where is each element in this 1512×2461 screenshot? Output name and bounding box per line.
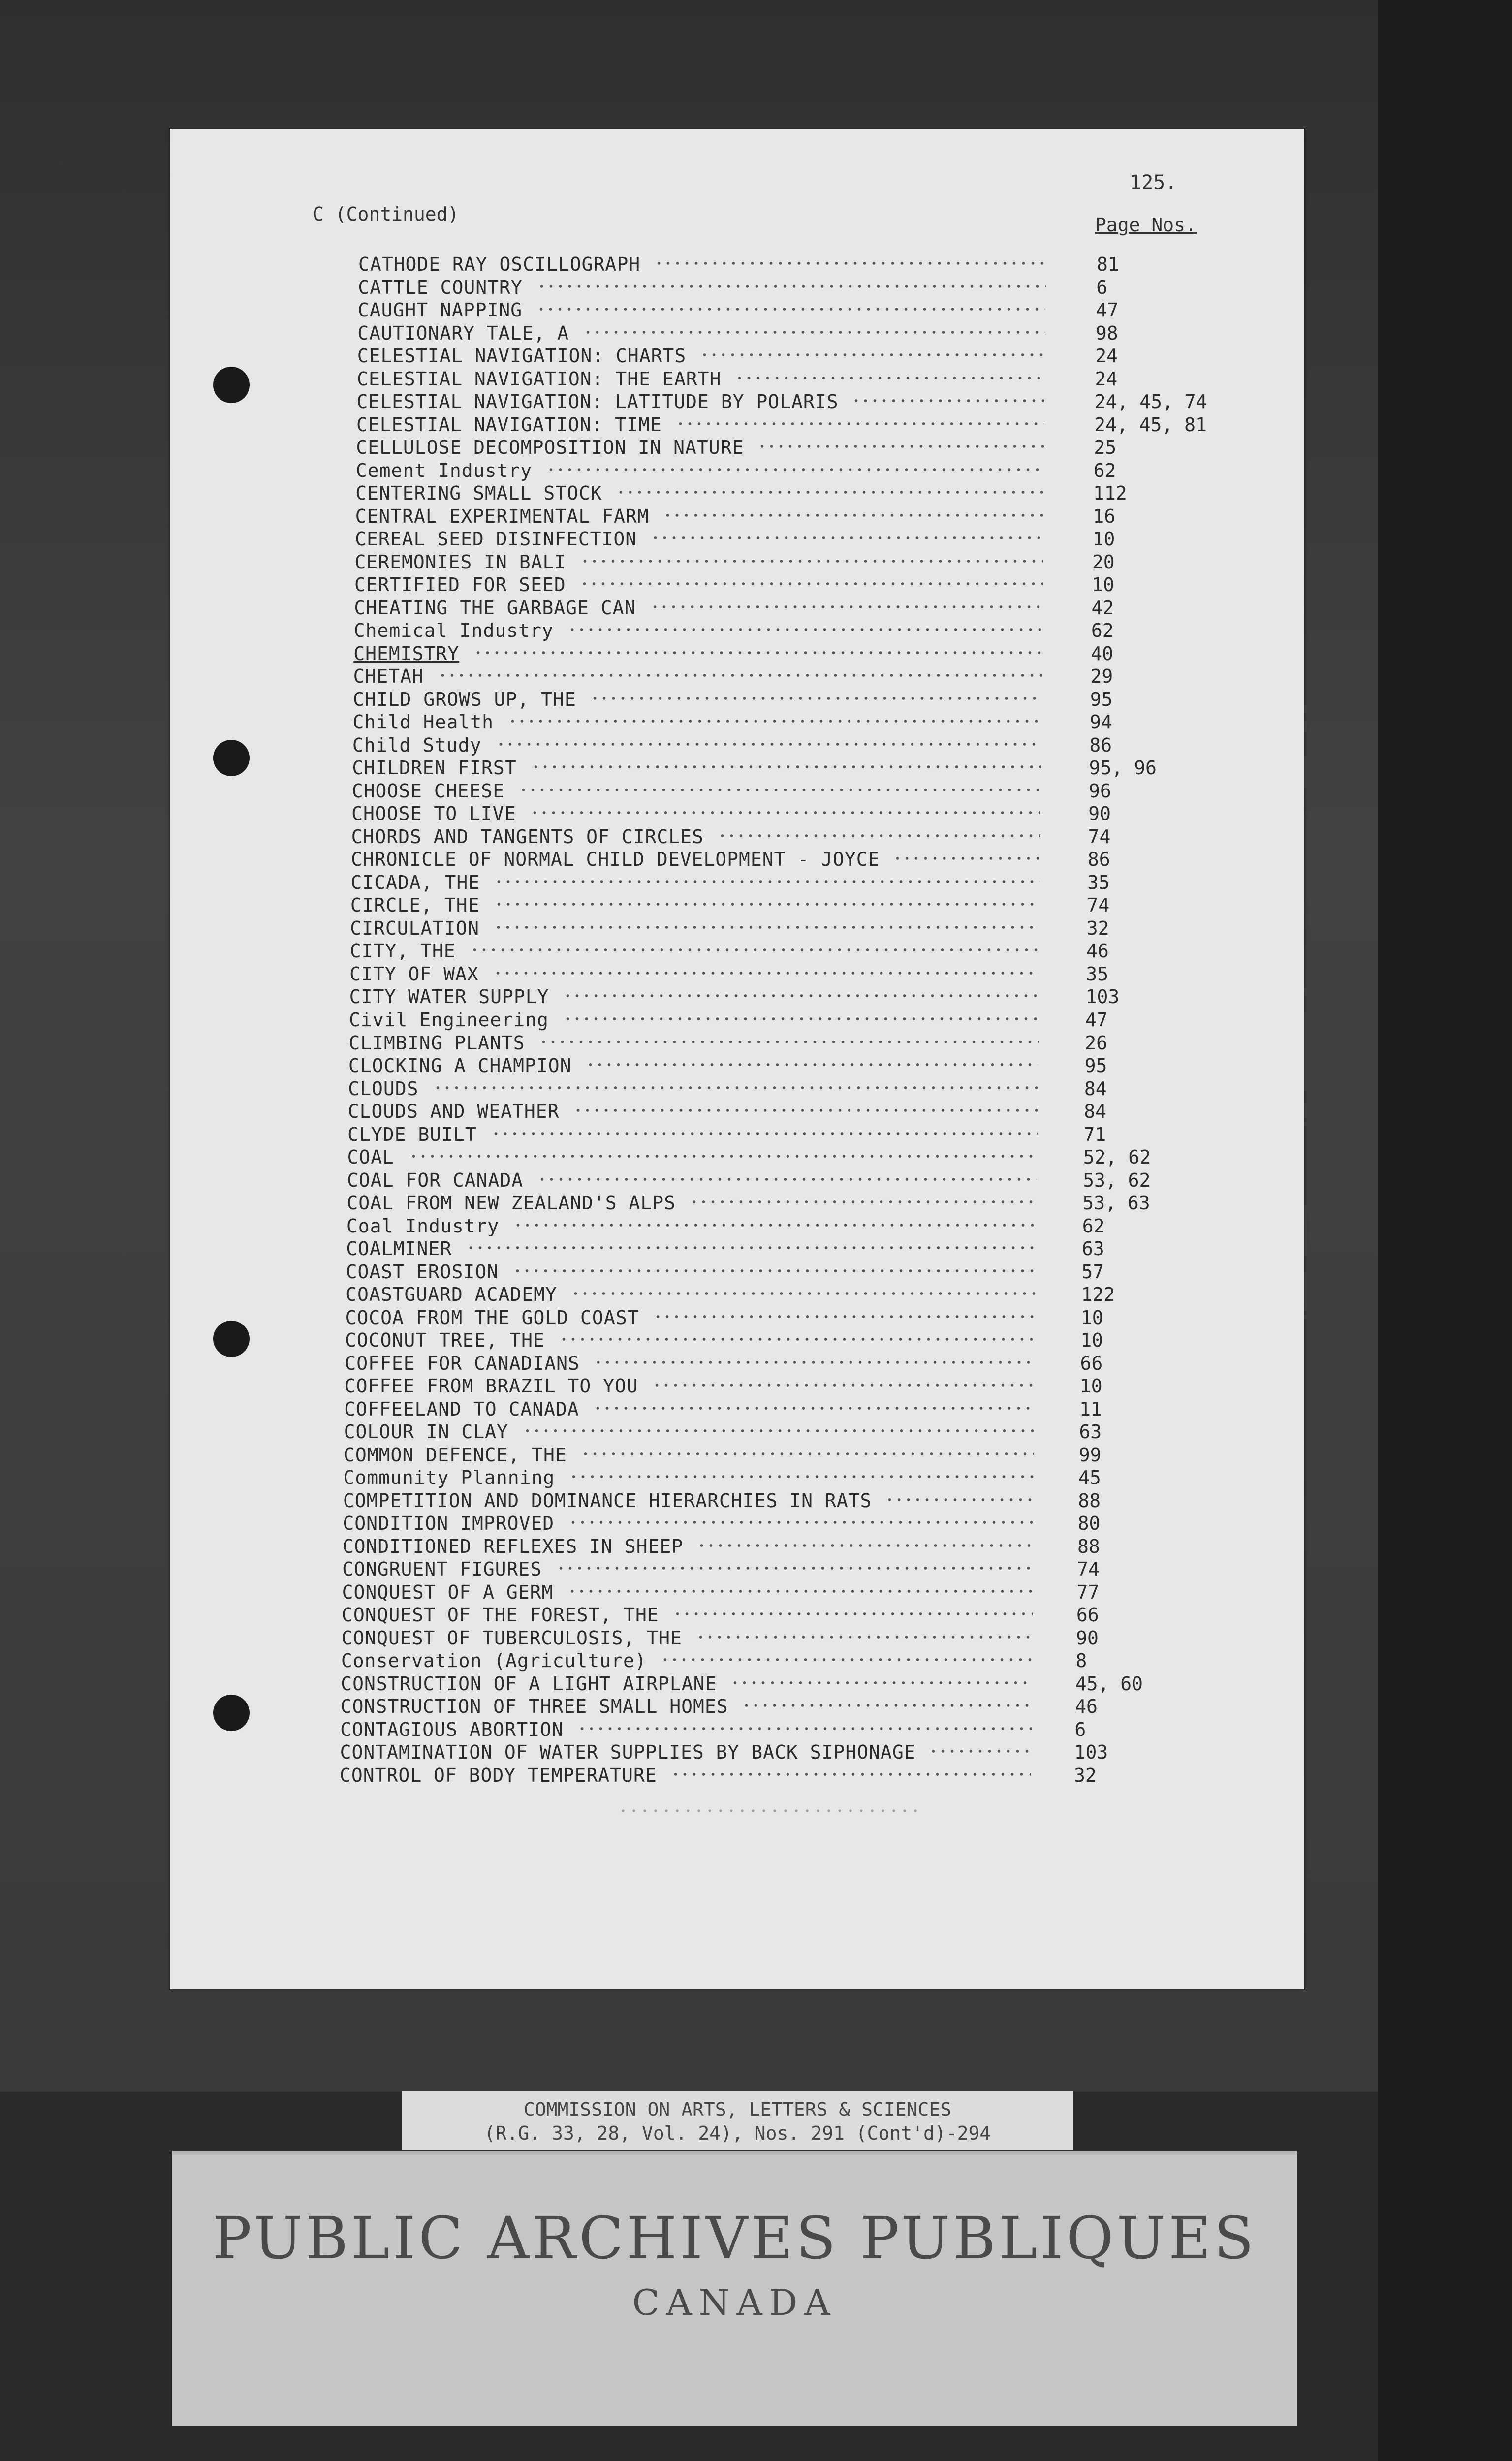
entry-page-numbers: 10	[1080, 1306, 1103, 1328]
entry-title: COALMINER	[346, 1238, 452, 1260]
index-entry	[345, 1353, 1228, 1375]
entry-page-numbers: 11	[1079, 1398, 1102, 1420]
index-entry	[340, 1741, 1222, 1764]
entry-page-numbers: 95	[1084, 1055, 1107, 1077]
entry-page-numbers: 74	[1077, 1558, 1100, 1580]
entry-title: CONQUEST OF THE FOREST, THE	[342, 1604, 659, 1626]
index-entry	[353, 643, 1238, 665]
entry-title: CELESTIAL NAVIGATION: LATITUDE BY POLARIS	[356, 391, 839, 413]
entry-page-numbers: 66	[1080, 1352, 1103, 1374]
entry-title: CEREMONIES IN BALI	[354, 551, 567, 573]
entry-title: COASTGUARD ACADEMY	[346, 1284, 557, 1306]
index-entry	[355, 482, 1241, 505]
dot-leader	[593, 1406, 1035, 1410]
entry-title: COCOA FROM THE GOLD COAST	[345, 1306, 639, 1328]
entry-page-numbers: 62	[1093, 459, 1116, 481]
dot-leader	[567, 1589, 1033, 1593]
entry-page-numbers: 53, 62	[1083, 1169, 1151, 1191]
index-entry	[345, 1375, 1228, 1398]
dot-leader	[569, 1475, 1034, 1479]
entry-title: CONQUEST OF TUBERCULOSIS, THE	[341, 1627, 682, 1649]
index-entry	[349, 986, 1233, 1009]
dot-leader	[546, 468, 1044, 472]
entry-page-numbers: 94	[1090, 711, 1112, 733]
dot-leader	[537, 1177, 1037, 1181]
entry-page-numbers: 90	[1076, 1627, 1099, 1649]
dot-leader	[697, 1544, 1034, 1547]
entry-title: COCONUT TREE, THE	[345, 1329, 545, 1352]
dot-leader	[573, 1108, 1038, 1112]
entry-title: COAL FROM NEW ZEALAND'S ALPS	[346, 1192, 676, 1214]
dot-leader	[473, 651, 1042, 655]
entry-page-numbers: 122	[1081, 1284, 1115, 1306]
dot-leader	[494, 880, 1040, 883]
entry-page-numbers: 45	[1078, 1467, 1101, 1489]
entry-title: CELLULOSE DECOMPOSITION IN NATURE	[356, 437, 744, 459]
dot-leader	[537, 284, 1046, 288]
entry-title: CEREAL SEED DISINFECTION	[355, 528, 637, 550]
entry-title: Civil Engineering	[349, 1009, 549, 1031]
dot-leader	[409, 1154, 1038, 1158]
entry-page-numbers: 63	[1079, 1421, 1102, 1443]
dot-leader	[559, 1337, 1036, 1341]
dot-leader	[757, 444, 1044, 448]
index-entry	[353, 689, 1238, 711]
dot-leader	[466, 1246, 1036, 1250]
index-entry	[350, 872, 1235, 894]
dot-leader	[730, 1681, 1032, 1685]
index-entry	[356, 460, 1241, 482]
entry-title: Chemical Industry	[353, 620, 554, 642]
label-line-1: COMMISSION ON ARTS, LETTERS & SCIENCES	[523, 2099, 952, 2120]
entry-page-numbers: 29	[1090, 665, 1113, 688]
entry-title: Cement Industry	[355, 459, 532, 481]
entry-title: CELESTIAL NAVIGATION: TIME	[356, 413, 662, 436]
entry-title: COLOUR IN CLAY	[344, 1421, 508, 1443]
dot-leader	[580, 582, 1042, 586]
entry-page-numbers: 77	[1076, 1581, 1100, 1603]
entry-title: CAUTIONARY TALE, A	[357, 322, 569, 344]
dot-leader	[671, 1772, 1031, 1776]
dot-leader	[580, 559, 1043, 563]
dot-leader	[586, 1063, 1038, 1067]
index-entry	[354, 620, 1239, 642]
index-entry	[347, 1124, 1231, 1146]
index-entry	[358, 253, 1244, 276]
entry-page-numbers: 63	[1082, 1238, 1104, 1260]
entry-title: CHOOSE TO LIVE	[351, 803, 516, 825]
entry-page-numbers: 88	[1078, 1489, 1101, 1512]
entry-title: CONTAMINATION OF WATER SUPPLIES BY BACK SIPHONAGE	[340, 1741, 916, 1764]
dot-leader	[519, 788, 1040, 792]
entry-title: CELESTIAL NAVIGATION: CHARTS	[357, 345, 687, 367]
entry-page-numbers: 10	[1079, 1375, 1102, 1397]
index-entry	[350, 917, 1234, 940]
index-entry	[343, 1467, 1226, 1489]
dot-leader	[673, 1612, 1033, 1616]
entry-title: CHILDREN FIRST	[352, 757, 517, 779]
entry-page-numbers: 74	[1087, 894, 1110, 916]
entry-page-numbers: 16	[1093, 505, 1116, 527]
index-entry	[350, 940, 1234, 963]
entry-title: Conservation (Agriculture)	[341, 1650, 647, 1672]
entry-title: CONTROL OF BODY TEMPERATURE	[340, 1765, 657, 1786]
entry-page-numbers: 26	[1085, 1032, 1108, 1054]
index-entry	[344, 1398, 1227, 1421]
index-entry	[341, 1673, 1223, 1696]
index-entry	[351, 849, 1235, 871]
dot-leader	[616, 490, 1043, 494]
index-entry	[357, 345, 1243, 368]
entry-page-numbers: 84	[1084, 1077, 1107, 1100]
entry-page-numbers: 71	[1083, 1123, 1106, 1145]
entry-title: Community Planning	[343, 1467, 555, 1489]
entry-title: CLOCKING A CHAMPION	[348, 1055, 572, 1077]
entry-title: CELESTIAL NAVIGATION: THE EARTH	[357, 368, 722, 390]
entry-page-numbers: 35	[1087, 871, 1110, 893]
index-entry	[344, 1421, 1227, 1444]
entry-title: CATTLE COUNTRY	[358, 276, 523, 298]
index-entry	[353, 665, 1238, 688]
dot-leader	[556, 1566, 1033, 1570]
entry-page-numbers: 53, 63	[1082, 1192, 1150, 1214]
entry-title: COFFEE FROM BRAZIL TO YOU	[344, 1375, 638, 1397]
entry-title: COAL	[347, 1146, 395, 1168]
index-entry	[356, 437, 1241, 459]
entry-page-numbers: 80	[1077, 1513, 1101, 1535]
entry-title: CHILD GROWS UP, THE	[353, 688, 576, 710]
dot-leader	[718, 834, 1040, 838]
entry-page-numbers: 90	[1088, 803, 1111, 825]
dot-leader	[663, 513, 1043, 517]
index-entry	[351, 826, 1236, 849]
index-entry	[352, 734, 1237, 757]
entry-title: CITY OF WAX	[349, 963, 479, 985]
dot-leader	[531, 765, 1041, 769]
dot-leader	[652, 1383, 1035, 1387]
index-entry	[357, 322, 1243, 345]
entry-page-numbers: 57	[1081, 1261, 1104, 1283]
entry-page-numbers: 10	[1092, 528, 1115, 550]
dot-leader	[536, 307, 1045, 311]
index-entry	[342, 1558, 1225, 1581]
dot-leader	[893, 856, 1040, 860]
entry-page-numbers: 40	[1091, 642, 1113, 664]
dot-leader	[513, 1269, 1036, 1273]
dot-leader	[508, 719, 1041, 723]
dot-leader	[700, 353, 1045, 357]
index-entry	[355, 551, 1240, 574]
index-entry	[346, 1261, 1229, 1284]
entry-title: CHRONICLE OF NORMAL CHILD DEVELOPMENT - JOYCE	[351, 849, 880, 871]
stamp-country: CANADA	[632, 2282, 837, 2323]
index-entry	[354, 597, 1239, 620]
entry-page-numbers: 86	[1087, 849, 1110, 871]
entry-title: COMPETITION AND DOMINANCE HIERARCHIES IN RATS	[343, 1489, 872, 1512]
dot-leader	[433, 1086, 1038, 1090]
dot-leader	[530, 811, 1040, 815]
index-entry	[341, 1650, 1224, 1672]
entry-title: CLOUDS	[348, 1077, 419, 1100]
entry-page-numbers: 74	[1088, 825, 1111, 848]
entry-title: COAL FOR CANADA	[346, 1169, 524, 1191]
entry-page-numbers: 95	[1090, 688, 1113, 710]
dot-leader	[590, 696, 1041, 700]
entry-page-numbers: 98	[1095, 322, 1118, 344]
entry-title: CATHODE RAY OSCILLOGRAPH	[358, 253, 641, 275]
dot-leader	[470, 948, 1039, 952]
entry-title: CONSTRUCTION OF A LIGHT AIRPLANE	[341, 1672, 717, 1695]
entry-page-numbers: 8	[1075, 1650, 1087, 1672]
index-entry	[349, 963, 1233, 986]
dot-leader	[494, 925, 1040, 929]
label-line-2: (R.G. 33, 28, Vol. 24), Nos. 291 (Cont'd)-294	[484, 2122, 991, 2144]
entry-page-numbers: 45, 60	[1075, 1672, 1143, 1695]
dot-leader	[885, 1498, 1034, 1502]
index-entry	[343, 1536, 1225, 1558]
entry-title: CLOUDS AND WEATHER	[347, 1101, 560, 1123]
entry-title: Coal Industry	[346, 1215, 500, 1237]
index-entry	[357, 391, 1242, 413]
entry-page-numbers: 24	[1095, 345, 1118, 367]
entry-title: CHEATING THE GARBAGE CAN	[354, 597, 636, 619]
page-numbers-column-heading: Page Nos.	[1095, 214, 1197, 236]
index-entry	[352, 780, 1236, 803]
entry-page-numbers: 86	[1089, 734, 1112, 756]
entry-page-numbers: 88	[1077, 1535, 1100, 1557]
entry-page-numbers: 62	[1091, 620, 1114, 642]
dot-leader	[650, 605, 1043, 609]
entry-title: CIRCLE, THE	[350, 894, 480, 916]
stamp-title: PUBLIC ARCHIVES PUBLIQUES	[212, 2204, 1257, 2272]
entry-title: Child Health	[352, 711, 494, 733]
entry-title: CONQUEST OF A GERM	[342, 1581, 554, 1603]
entry-title: Child Study	[352, 734, 482, 756]
dot-leader	[491, 1132, 1038, 1136]
dot-leader	[568, 1520, 1034, 1524]
entry-page-numbers: 81	[1097, 253, 1119, 275]
entry-title: CENTRAL EXPERIMENTAL FARM	[355, 505, 649, 527]
entry-title: CHEMISTRY	[353, 642, 460, 664]
dot-leader	[651, 536, 1043, 540]
index-entry	[346, 1284, 1229, 1306]
entry-title: COAST EROSION	[346, 1261, 499, 1283]
dot-leader	[653, 1315, 1036, 1319]
dot-leader	[496, 742, 1041, 746]
entry-page-numbers: 42	[1091, 597, 1114, 619]
index-entry	[345, 1329, 1228, 1352]
index-entry	[349, 1009, 1233, 1032]
entry-page-numbers: 35	[1086, 963, 1109, 985]
entry-page-numbers: 32	[1086, 917, 1109, 939]
index-entry	[355, 528, 1240, 551]
dot-leader	[661, 1658, 1033, 1662]
entry-page-numbers: 6	[1096, 276, 1108, 298]
dot-leader	[742, 1704, 1032, 1707]
index-entry	[358, 299, 1244, 322]
index-entry	[340, 1765, 1222, 1787]
entry-title: CERTIFIED FOR SEED	[354, 574, 566, 596]
entry-page-numbers: 62	[1082, 1215, 1105, 1237]
dot-leader	[594, 1360, 1035, 1364]
entry-title: CITY, THE	[349, 940, 456, 962]
index-entry	[346, 1215, 1230, 1238]
entry-page-numbers: 103	[1074, 1741, 1108, 1764]
index-entry	[354, 574, 1239, 597]
dot-leader	[523, 1429, 1035, 1433]
index-entry	[342, 1581, 1225, 1604]
index-entry	[346, 1307, 1228, 1329]
entry-title: CONSTRUCTION OF THREE SMALL HOMES	[340, 1696, 728, 1718]
dot-leader	[851, 399, 1044, 403]
dot-leader	[696, 1635, 1033, 1639]
entry-title: CHETAH	[353, 665, 424, 688]
index-entry	[348, 1101, 1232, 1123]
entry-page-numbers: 95, 96	[1089, 757, 1157, 779]
entry-title: CONTAGIOUS ABORTION	[340, 1718, 564, 1740]
trailing-dots	[618, 1809, 923, 1813]
index-entry	[351, 803, 1236, 825]
entry-page-numbers: 47	[1085, 1009, 1108, 1031]
entry-title: COFFEELAND TO CANADA	[344, 1398, 579, 1420]
index-entry	[344, 1444, 1227, 1467]
dot-leader	[438, 673, 1041, 677]
section-heading: C (Continued)	[313, 203, 459, 225]
entry-title: CIRCULATION	[350, 917, 479, 939]
archives-stamp	[172, 2151, 1297, 2426]
index-entry	[358, 277, 1244, 299]
dot-leader	[563, 994, 1039, 998]
entry-page-numbers: 47	[1096, 299, 1119, 321]
dot-leader	[563, 1017, 1039, 1021]
index-entry	[341, 1696, 1223, 1718]
dot-leader	[929, 1749, 1032, 1753]
entry-page-numbers: 46	[1086, 940, 1109, 962]
entry-title: COFFEE FOR CANADIANS	[345, 1352, 580, 1374]
entry-title: CICADA, THE	[350, 871, 480, 893]
entry-page-numbers: 10	[1080, 1329, 1103, 1352]
index-entry	[348, 1055, 1232, 1077]
dot-leader	[577, 1727, 1032, 1731]
entry-title: CHOOSE CHEESE	[351, 780, 505, 802]
entry-page-numbers: 99	[1078, 1444, 1102, 1466]
index-entry	[348, 1032, 1232, 1055]
index-entry	[346, 1192, 1230, 1215]
entry-page-numbers: 25	[1094, 437, 1117, 459]
entry-page-numbers: 24, 45, 74	[1094, 391, 1207, 413]
entry-page-numbers: 24	[1095, 368, 1118, 390]
dot-leader	[513, 1223, 1037, 1227]
archive-reference-label	[402, 2091, 1073, 2150]
index-entry	[347, 1146, 1231, 1169]
dot-leader	[493, 971, 1039, 975]
entry-page-numbers: 46	[1075, 1696, 1098, 1718]
entry-page-numbers: 66	[1076, 1604, 1099, 1626]
page-number: 125.	[1130, 171, 1177, 194]
index-entry	[343, 1490, 1226, 1513]
dot-leader	[690, 1200, 1037, 1204]
index-entry	[341, 1627, 1224, 1650]
entry-title: CITY WATER SUPPLY	[349, 986, 549, 1008]
dot-leader	[581, 1452, 1034, 1456]
index-entry	[347, 1169, 1230, 1192]
dot-leader	[494, 902, 1040, 906]
index-entry	[348, 1078, 1232, 1101]
index-entry	[356, 414, 1242, 437]
entry-title: CHORDS AND TANGENTS OF CIRCLES	[351, 825, 704, 848]
dot-leader	[571, 1292, 1036, 1295]
index-entry	[343, 1513, 1225, 1535]
entry-page-numbers: 6	[1074, 1718, 1086, 1740]
entry-page-numbers: 32	[1074, 1765, 1097, 1786]
index-entry	[350, 894, 1235, 917]
entry-title: CONGRUENT FIGURES	[342, 1558, 542, 1580]
entry-title: CAUGHT NAPPING	[357, 299, 523, 321]
entry-page-numbers: 96	[1088, 780, 1111, 802]
entry-title: CLYDE BUILT	[347, 1123, 477, 1145]
index-entry	[352, 757, 1236, 780]
dot-leader	[539, 1040, 1038, 1044]
entry-title: CENTERING SMALL STOCK	[355, 482, 602, 505]
entry-title: CONDITION IMPROVED	[343, 1513, 555, 1535]
index-entry	[357, 368, 1242, 391]
index-entry	[346, 1238, 1229, 1261]
entry-page-numbers: 103	[1085, 986, 1120, 1008]
entry-page-numbers: 52, 62	[1083, 1146, 1151, 1168]
entry-page-numbers: 24, 45, 81	[1094, 413, 1207, 436]
dot-leader	[735, 376, 1045, 380]
entry-title: CLIMBING PLANTS	[348, 1032, 525, 1054]
entry-page-numbers: 112	[1093, 482, 1127, 505]
dot-leader	[583, 330, 1045, 334]
dot-leader	[567, 628, 1042, 631]
index-entry	[352, 711, 1237, 734]
entry-page-numbers: 20	[1092, 551, 1115, 573]
index-entry	[355, 505, 1241, 528]
dot-leader	[676, 422, 1044, 426]
dot-leader	[654, 261, 1046, 265]
entry-page-numbers: 10	[1092, 574, 1114, 596]
index-entry	[342, 1604, 1224, 1627]
entry-page-numbers: 84	[1084, 1101, 1106, 1123]
entry-title: COMMON DEFENCE, THE	[344, 1444, 567, 1466]
index-entry	[340, 1719, 1222, 1741]
entry-title: CONDITIONED REFLEXES IN SHEEP	[342, 1535, 684, 1557]
